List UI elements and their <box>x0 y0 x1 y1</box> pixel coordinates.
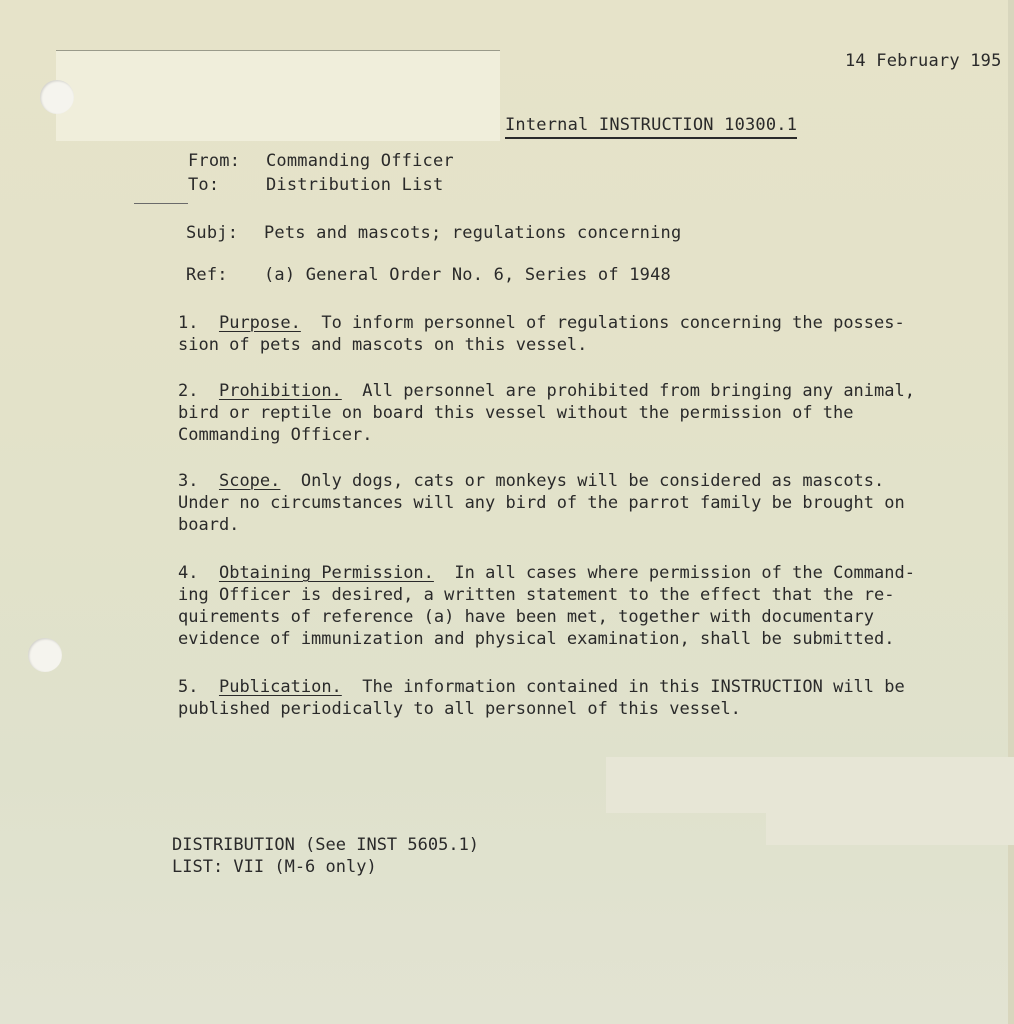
redacted-letterhead-block <box>56 50 500 141</box>
punch-hole <box>28 638 62 672</box>
to-line <box>188 174 443 196</box>
document-date: 14 February 195 <box>845 51 1002 71</box>
margin-mark <box>134 203 188 204</box>
reference-value: (a) General Order No. 6, Series of 1948 <box>264 265 671 285</box>
paragraph-heading: Prohibition. <box>218 381 342 401</box>
paragraph-number: 5. <box>178 677 199 697</box>
from-value: Commanding Officer <box>266 151 454 171</box>
distribution-line: DISTRIBUTION (See INST 5605.1) <box>172 835 480 855</box>
paragraph-text: bird or reptile on board this vessel without the permission of the <box>178 403 854 423</box>
paragraph-text: ing Officer is desired, a written statement to the effect that the re- <box>178 585 895 605</box>
from-line <box>188 150 454 172</box>
paragraph-number: 2. <box>178 381 199 401</box>
paragraph-heading: Publication. <box>218 677 342 697</box>
paragraph-text: All personnel are prohibited from bringing any animal, <box>362 381 915 401</box>
faded-patch <box>766 765 1014 845</box>
paragraph-text: The information contained in this INSTRUCTION will be <box>362 677 905 697</box>
document-title: Internal INSTRUCTION 10300.1 <box>505 114 797 139</box>
punch-hole <box>40 80 74 114</box>
subject-label: Subj: <box>186 223 239 243</box>
reference-line <box>186 264 671 286</box>
paragraph-text: In all cases where permission of the Command- <box>454 563 915 583</box>
paragraph-number: 4. <box>178 563 199 583</box>
distribution-list-line: LIST: VII (M-6 only) <box>172 857 377 877</box>
paragraph-scope <box>178 470 978 536</box>
paragraph-publication <box>178 676 978 720</box>
paragraph-text: evidence of immunization and physical examination, shall be submitted. <box>178 629 895 649</box>
paragraph-text: published periodically to all personnel of this vessel. <box>178 699 741 719</box>
paragraph-text: board. <box>178 515 240 535</box>
paragraph-prohibition <box>178 380 978 446</box>
paragraph-purpose <box>178 312 978 356</box>
subject-line <box>186 222 681 244</box>
reference-label: Ref: <box>186 265 228 285</box>
paragraph-number: 1. <box>178 313 199 333</box>
paragraph-heading: Purpose. <box>218 313 301 333</box>
from-label: From: <box>188 151 241 171</box>
paragraph-obtaining-permission <box>178 562 978 650</box>
paragraph-heading: Scope. <box>218 471 281 491</box>
paragraph-heading: Obtaining Permission. <box>218 563 434 583</box>
paper-edge <box>1008 0 1014 1024</box>
subject-value: Pets and mascots; regulations concerning <box>264 223 682 243</box>
paragraph-text: sion of pets and mascots on this vessel. <box>178 335 588 355</box>
paragraph-text: Only dogs, cats or monkeys will be considered as mascots. <box>300 471 885 491</box>
to-value: Distribution List <box>266 175 444 195</box>
paragraph-text: To inform personnel of regulations concerning the posses- <box>321 313 905 333</box>
to-label: To: <box>188 175 220 195</box>
paragraph-number: 3. <box>178 471 199 491</box>
paragraph-text: Commanding Officer. <box>178 425 373 445</box>
paragraph-text: quirements of reference (a) have been met, together with documentary <box>178 607 874 627</box>
paragraph-text: Under no circumstances will any bird of the parrot family be brought on <box>178 493 905 513</box>
